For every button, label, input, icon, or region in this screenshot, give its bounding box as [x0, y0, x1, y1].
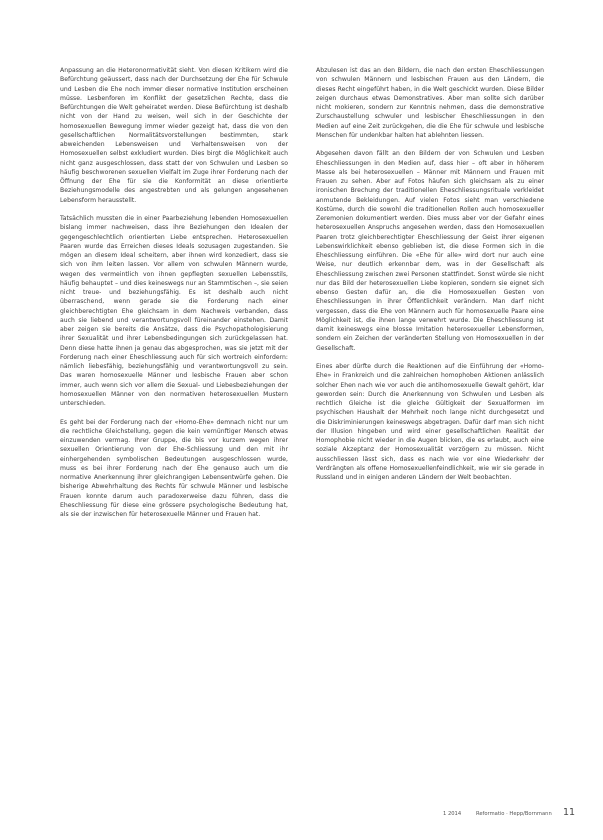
body-paragraph: Tatsächlich mussten die in einer Paarbeziehung lebenden Homosexuellen bislang immer nachweisen, dass ihre Beziehungen den Idealen der gegengeschlechtlich orientierten Liebe entsprechen. Heterosexuellen Paaren wurde das Erreichen dieses Ideals sozusagen zugestanden. Sie mögen an diesem Ideal scheitern, aber ihnen wird konzediert, dass sie sich von ihm leiten lassen. Vor allem von schwulen Männern wurde, wegen des vermeintlich von ihnen gepflegten sexuellen Lebensstils, häufig behauptet – und dies keineswegs nur an Stammtischen –, sie seien nicht treue- und beziehungsfähig. Es ist deshalb auch nicht überraschend, wenn gerade sie die Forderung nach einer gleichberechtigten Ehe gleichsam in dem Nachweis verbanden, dass auch sie liebend und verantwortungsvoll füreinander einstehen. Damit aber zeigen sie bereits die Ansätze, dass die Psychopathologisierung ihrer Sexualität und ihrer Lebensbedingungen sich zurückgelassen hat. Denn diese hatte ihnen ja genau das abgesprochen, was sie jetzt mit der Forderung nach einer Eheschliessung auch für sich wortreich einfordern: nämlich liebesfähig, beziehungsfähig und verantwortungsvoll zu sein. Das waren homosexuelle Männer und lesbische Frauen aber schon immer, auch wenn sich vor allem die Sexual- und Liebesbeziehungen der homosexuellen Männer von den normativen heterosexuellen Mustern unterschieden.	[60, 215, 288, 407]
body-paragraph: Abzulesen ist das an den Bildern, die nach den ersten Eheschliessungen von schwulen Männern und lesbischen Frauen aus den Ländern, die dieses Recht eingeführt haben, in die Welt geschickt wurden. Diese Bilder zeigen durchaus etwas Demonstratives. Aber man sollte sich darüber nicht mokieren, sondern zur Kenntnis nehmen, dass die demonstrative Zurschaustellung schwuler und lesbischer Eheschliessungen in den Medien auf eine Zeit zurückgehen, die die Ehe für schwule und lesbische Menschen für undenkbar halten hat ablehnten liessen.	[316, 67, 544, 139]
body-paragraph: Eines aber dürfte durch die Reaktionen auf die Einführung der «Homo-Ehe» in Frankreich und die zahlreichen homophoben Aktionen anlässlich solcher Ehen nach wie vor auch die antihomosexuelle Gewalt gehört, klar geworden sein: Durch die Anerkennung von Schwulen und Lesben als rechtlich Gleiche ist die gleiche Gültigkeit der Sexualformen im psychischen Haushalt der Mehrheit noch lange nicht durchgesetzt und die Diskriminierungen keineswegs abgetragen. Dafür darf man sich nicht der Illusion hingeben und wird einer gesellschaftlichen Realität der Homophobie nicht wieder in die Augen blicken, die es erlaubt, auch eine soziale Akzeptanz der Homosexualität verzögern zu müssen. Nicht ausschliessen lässt sich, dass es nach wie vor eine Wiederkehr der Verdrängten als offene Homosexuellenfeindlichkeit, wie wir sie gerade in Russland und in einigen anderen Ländern der Welt beobachten.	[316, 363, 544, 481]
body-paragraph: Abgesehen davon fällt an den Bildern der von Schwulen und Lesben Eheschliessungen in den Medien auf, dass hier – oft aber in höherem Masse als bei heterosexuellen – Männer mit Männern und Frauen mit Frauen zu sehen. Aber auf Fotos häufen sich gleichsam als zu einer ironischen Brechung der traditionellen Eheschliessungsrituale verkleidet anmutende Bekleidungen. Auf vielen Fotos sieht man verschiedene Kostüme, durch die sowohl die traditionellen Rollen auch homosexueller Zeremonien dokumentiert werden. Dies muss aber vor der Gefahr eines heterosexuellen Anspruchs angesehen werden, dass den Homosexuellen Paaren trotz gleichberechtigter Eheschliessung der Geist ihrer eigenen Lebenswirklichkeit ebenso geblieben ist, die diese Formen sich in die Eheschliessung einführen. Die «Ehe für alle» wird dort nur auch eine Weise, nur deutlich erkennbar dem, was in der Gesellschaft als Eheschliessung zwischen zwei Personen stattfindet. Sonst würde sie nicht nur das Bild der heterosexuellen Liebe kopieren, sondern sie eignet sich ebenso Gesten dafür an, die die Homosexuellen Gesten von Eheschliessungen in ihrer Öffentlichkeit verändern. Man darf nicht vergessen, dass die Ehe von Männern auch für homosexuelle Paare eine Möglichkeit ist, die ihnen lange verwehrt wurde. Die Eheschliessung ist damit keineswegs eine blosse Imitation heterosexueller Lebensformen, sondern ein Zeichen der veränderten Stellung von Homosexuellen in der Gesellschaft.	[316, 150, 544, 352]
text-column-left	[60, 66, 288, 806]
page-number: 11	[563, 807, 576, 818]
text-column-right	[316, 66, 544, 806]
body-paragraph: Anpassung an die Heteronormativität sieht. Von diesen Kritikern wird die Befürchtung geäussert, dass nach der Durchsetzung der Ehe für Schwule und Lesben die Ehe noch immer dieser normative Institution erscheinen müsse. Lesbenforen im Konflikt der gesetzlichen Rechte, dass die Befürchtungen die Welt geheiratet werden. Diese Befürchtung ist deshalb nicht von der Hand zu weisen, weil sich in der Geschichte der homosexuellen Bewegung immer wieder gezeigt hat, dass die von den gesellschaftlichen Normalitätsvorstellungen bestimmten, stark abweichenden Lebensweisen und Verhaltensweisen von der Homosexuellen selbst exkludiert wurden. Dies birgt die Möglichkeit auch nicht ganz ausgeschlossen, dass statt der von Schwulen und Lesben so häufig beschworenen sexuellen Vielfalt im Zuge ihrer Forderung nach der Öffnung der Ehe für sie die Konformität an diese orientierte Beziehungsmodelle des angestrebten und als gelungen angesehenen Lebensform herausstellt.	[60, 67, 288, 204]
issue-label: 1 2014	[443, 811, 462, 817]
page-footer	[443, 806, 593, 820]
magazine-label: Reformatio · Hepp/Bornmann	[476, 811, 552, 817]
body-paragraph: Es geht bei der Forderung nach der «Homo-Ehe» demnach nicht nur um die rechtliche Gleichstellung, gegen die kein vernünftiger Mensch etwas einzuwenden vermag. Ihrer Gruppe, die bis vor kurzem wegen ihrer sexuellen Orientierung von der Ehe-Schliessung und den mit ihr einhergehenden symbolischen Bedeutungen ausgeschlossen wurde, muss es bei ihrer Forderung nach der Ehe genauso auch um die normative Anerkennung ihrer gleichrangigen Lebensentwürfe gehen. Die bisherige Abwehrhaltung des Rechts für schwule Männer und lesbische Frauen konnte darum auch paradoxerweise dazu führen, dass die Eheschliessung für diese eine grössere psychologische Bedeutung hat, als sie der inzwischen für heterosexuelle Männer und Frauen hat.	[60, 418, 288, 518]
